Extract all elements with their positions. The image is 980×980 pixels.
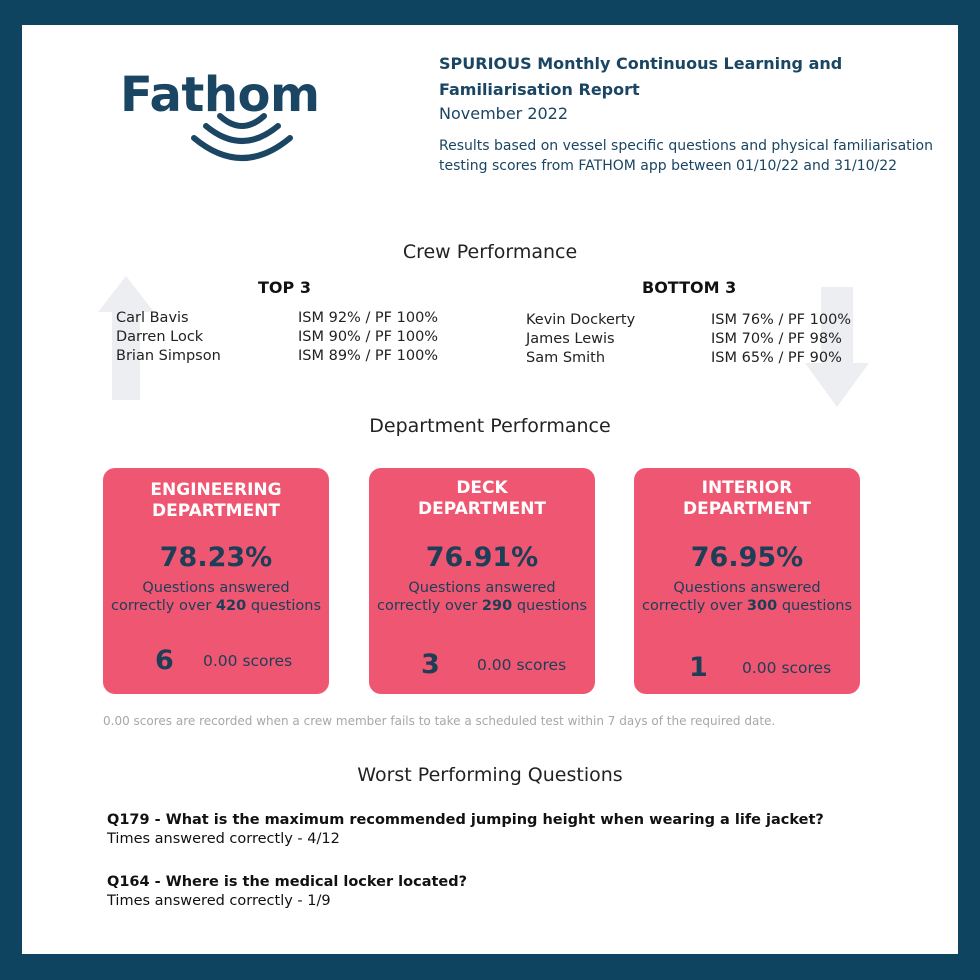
question-title: Q164 - Where is the medical locker located? xyxy=(107,874,468,890)
zero-score-count: 3 xyxy=(421,649,440,680)
department-percent: 76.91% xyxy=(425,542,539,573)
question-count: 300 xyxy=(746,598,778,614)
engineering-department-card xyxy=(103,468,329,694)
department-percent: 76.95% xyxy=(690,542,804,573)
department-name-suffix: DEPARTMENT xyxy=(417,499,547,519)
zero-score-count: 6 xyxy=(155,645,174,676)
desc-suffix: questions xyxy=(250,598,322,614)
department-percent: 78.23% xyxy=(159,542,273,573)
logo-wordmark: Fathom xyxy=(120,67,320,123)
desc-suffix: questions xyxy=(516,598,588,614)
zero-score-count: 1 xyxy=(689,652,708,683)
top-3-heading: TOP 3 xyxy=(258,278,311,297)
department-desc-line2 xyxy=(103,597,329,615)
question-count: 420 xyxy=(215,598,247,614)
question-result: Times answered correctly - 1/9 xyxy=(107,893,331,909)
question-title: Q179 - What is the maximum recommended jumping height when wearing a life jacket? xyxy=(107,812,824,828)
department-desc-line2 xyxy=(634,597,860,615)
signal-waves-icon xyxy=(190,110,294,168)
report-description: Results based on vessel specific questions and physical familiarisation testing scores from FATHOM app between 01/10/22 and 31/10/22 xyxy=(439,138,933,174)
question-count: 290 xyxy=(481,598,513,614)
department-name: INTERIOR xyxy=(701,478,793,498)
zero-score-label: 0.00 scores xyxy=(203,652,293,670)
desc-suffix: questions xyxy=(781,598,853,614)
desc-prefix: correctly over xyxy=(110,598,212,614)
department-desc-line2 xyxy=(369,597,595,615)
desc-prefix: correctly over xyxy=(641,598,743,614)
desc-prefix: correctly over xyxy=(376,598,478,614)
department-name-suffix: DEPARTMENT xyxy=(151,501,281,521)
crew-score: ISM 92% / PF 100% xyxy=(298,310,439,326)
crew-name: Sam Smith xyxy=(526,350,606,366)
crew-name: James Lewis xyxy=(526,331,615,347)
department-performance-title: Department Performance xyxy=(369,415,611,437)
crew-name: Carl Bavis xyxy=(116,310,189,326)
department-desc-line1: Questions answered xyxy=(673,580,821,596)
department-desc-line1: Questions answered xyxy=(408,580,556,596)
crew-score: ISM 70% / PF 98% xyxy=(711,331,842,347)
department-name-suffix: DEPARTMENT xyxy=(682,499,812,519)
question-result: Times answered correctly - 4/12 xyxy=(107,831,340,847)
zero-score-label: 0.00 scores xyxy=(742,659,832,677)
crew-score: ISM 65% / PF 90% xyxy=(711,350,842,366)
report-title: SPURIOUS Monthly Continuous Learning and Familiarisation Report xyxy=(439,54,843,99)
crew-name: Darren Lock xyxy=(116,329,204,345)
crew-name: Kevin Dockerty xyxy=(526,312,636,328)
report-date: November 2022 xyxy=(439,104,569,123)
zero-score-footnote: 0.00 scores are recorded when a crew member fails to take a scheduled test within 7 days of the required date. xyxy=(103,714,776,728)
report-page xyxy=(22,25,958,954)
crew-score: ISM 90% / PF 100% xyxy=(298,329,439,345)
bottom-3-heading: BOTTOM 3 xyxy=(642,278,737,297)
crew-score: ISM 89% / PF 100% xyxy=(298,348,439,364)
interior-department-card xyxy=(634,468,860,694)
department-desc-line1: Questions answered xyxy=(142,580,290,596)
zero-score-label: 0.00 scores xyxy=(477,656,567,674)
worst-questions-title: Worst Performing Questions xyxy=(357,764,623,786)
deck-department-card xyxy=(369,468,595,694)
department-name: ENGINEERING xyxy=(150,480,282,500)
crew-score: ISM 76% / PF 100% xyxy=(711,312,852,328)
crew-performance-title: Crew Performance xyxy=(402,241,578,263)
department-name: DECK xyxy=(456,478,508,498)
crew-name: Brian Simpson xyxy=(116,348,221,364)
